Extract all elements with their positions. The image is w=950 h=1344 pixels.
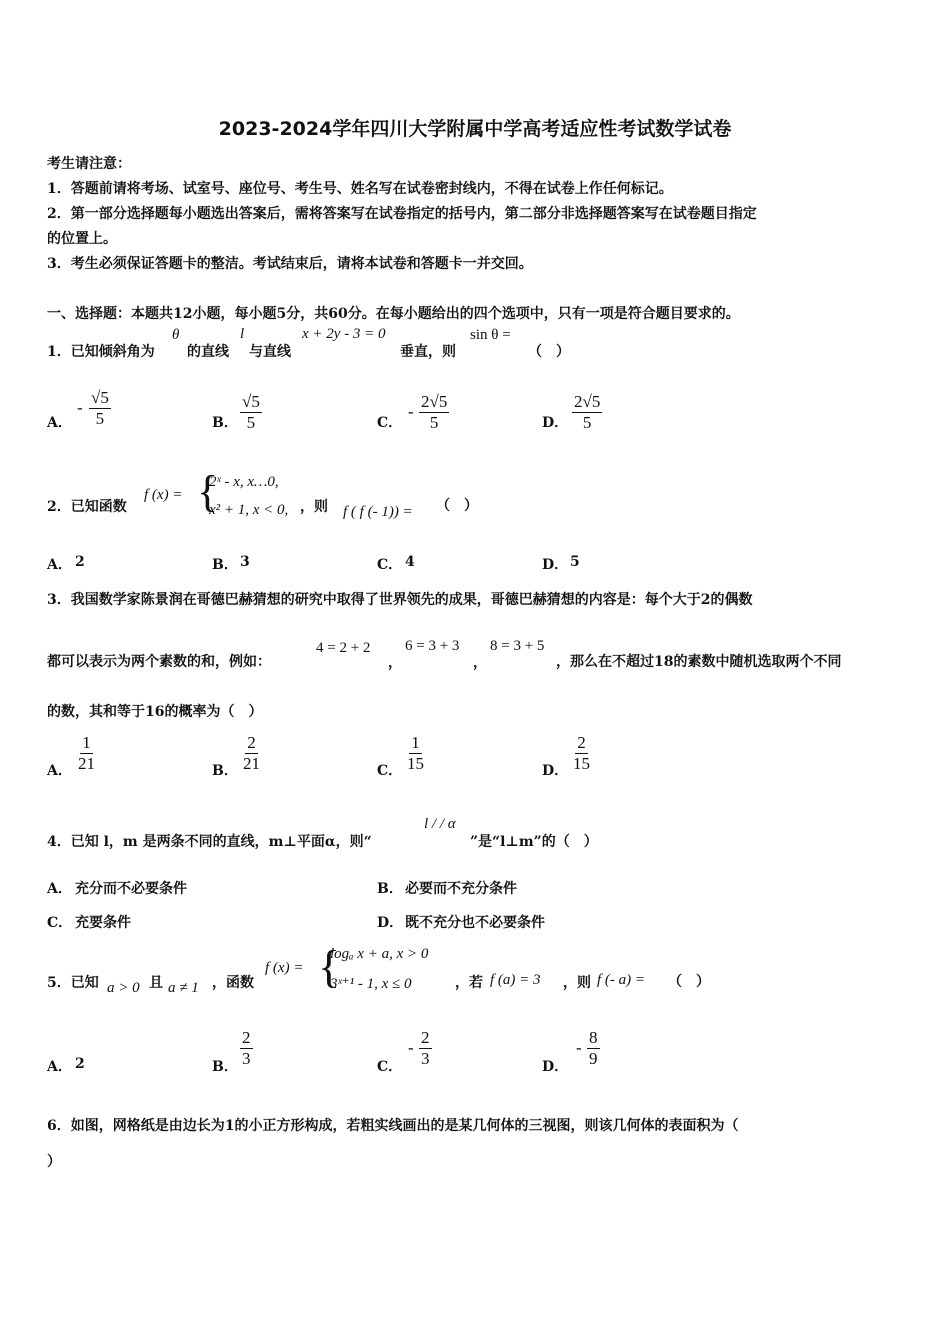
q1-option-a-numerator: √5	[91, 388, 109, 407]
q3-text-3: ，那么在不超过18的素数中随机选取两个不同	[556, 654, 842, 670]
q3-example-1: 4 = 2 + 2	[316, 640, 371, 656]
q5-option-c-label[interactable]: C．	[377, 1059, 403, 1075]
q1-text-3: 与直线	[249, 344, 291, 360]
q2-case-2: x² + 1, x < 0,	[209, 502, 289, 518]
q3-example-3: 8 = 3 + 5	[490, 638, 545, 654]
q1-option-c-label[interactable]: C．	[377, 415, 403, 431]
q5-option-d-label[interactable]: D．	[542, 1059, 569, 1075]
q4-option-c-label[interactable]: C．	[47, 915, 73, 931]
q2-option-c-label[interactable]: C．	[377, 557, 403, 573]
q5-option-d-fraction	[587, 1028, 600, 1069]
q3-option-c-fraction	[405, 733, 426, 774]
q3-option-b-fraction	[241, 733, 262, 774]
q2-paren: （ ）	[436, 498, 478, 514]
q5-option-d-numerator: 8	[589, 1028, 598, 1047]
q1-option-d-fraction	[572, 392, 602, 433]
q1-option-a-denominator: 5	[95, 409, 105, 428]
q1-text-2: 的直线	[187, 344, 229, 360]
q5-given: f (a) = 3	[490, 972, 541, 988]
q5-case-2: 3ˣ⁺¹ - 1, x ≤ 0	[330, 976, 412, 992]
q5-option-a-label[interactable]: A．	[47, 1059, 72, 1075]
q3-comma-2: ，	[473, 655, 487, 671]
q3-option-c-label[interactable]: C．	[377, 763, 403, 779]
q5-option-c-denominator: 3	[421, 1049, 430, 1068]
q3-comma-1: ，	[388, 655, 402, 671]
q2-option-a-label[interactable]: A．	[47, 557, 72, 573]
q4-text-1: 4．已知 l，m 是两条不同的直线，m⊥平面α，则“	[47, 834, 372, 850]
q1-line-l: l	[240, 326, 245, 342]
q5-case-1: logₐ x + a, x > 0	[330, 946, 429, 962]
q3-text-2: 都可以表示为两个素数的和，例如：	[47, 654, 271, 670]
q5-option-d-denominator: 9	[589, 1049, 598, 1068]
q3-option-c-numerator: 1	[411, 733, 420, 752]
section-heading: 一、选择题：本题共12小题，每小题5分，共60分。在每小题给出的四个选项中，只有一项是符合题目要求的。	[47, 306, 740, 322]
q3-option-a-denominator: 21	[78, 754, 95, 773]
q1-option-b-fraction	[240, 392, 262, 433]
q3-option-d-numerator: 2	[577, 733, 586, 752]
q5-brace: {	[318, 941, 341, 992]
q1-option-c-sign: -	[408, 402, 414, 421]
q3-option-d-label[interactable]: D．	[542, 763, 569, 779]
q5-option-b-fraction	[240, 1028, 253, 1069]
q1-option-a-label[interactable]: A．	[47, 415, 72, 431]
q1-option-b-denominator: 5	[246, 413, 256, 432]
q2-option-d-value: 5	[570, 554, 580, 570]
q2-case-1: 2ˣ - x, x…0,	[209, 474, 279, 490]
q4-option-b-text: 必要而不充分条件	[405, 881, 517, 897]
q1-text-1: 1．已知倾斜角为	[47, 344, 155, 360]
q5-paren: （ ）	[668, 974, 710, 990]
q1-option-d-denominator: 5	[582, 413, 592, 432]
q4-text-2: ”是“l⊥m”的（ ）	[470, 834, 598, 850]
q3-option-a-label[interactable]: A．	[47, 763, 72, 779]
notice-line-2a: 2．第一部分选择题每小题选出答案后，需将答案写在试卷指定的括号内，第二部分非选择题答案写在试卷题目指定	[47, 206, 757, 222]
q5-option-c-sign: -	[408, 1038, 414, 1057]
q1-option-c-fraction	[419, 392, 449, 433]
q4-option-d-text: 既不充分也不必要条件	[405, 915, 545, 931]
q1-theta: θ	[172, 327, 180, 343]
q2-function: f (x) =	[144, 487, 183, 503]
q5-text-5: ，则	[563, 975, 591, 991]
q2-text-1: 2．已知函数	[47, 499, 127, 515]
q1-text-4: 垂直，则	[400, 344, 456, 360]
q2-option-a-value: 2	[75, 554, 85, 570]
q5-text-3: ，函数	[212, 975, 254, 991]
q5-option-b-denominator: 3	[242, 1049, 251, 1068]
q3-option-c-denominator: 15	[407, 754, 424, 773]
q4-option-a-label[interactable]: A．	[47, 881, 72, 897]
q5-text-4: ，若	[455, 975, 483, 991]
q3-option-a-numerator: 1	[82, 733, 91, 752]
q3-example-2: 6 = 3 + 3	[405, 638, 460, 654]
q5-condition-2: a ≠ 1	[168, 980, 199, 996]
q5-option-d-sign: -	[576, 1038, 582, 1057]
q5-question: f (- a) =	[597, 972, 646, 988]
q4-option-d-label[interactable]: D．	[377, 915, 404, 931]
q6-line-1: 6．如图，网格纸是由边长为1的小正方形构成，若粗实线画出的是某几何体的三视图，则该几何体的表面积为（	[47, 1118, 739, 1134]
q1-option-b-label[interactable]: B．	[212, 415, 238, 431]
q3-option-a-fraction	[76, 733, 97, 774]
q1-line-equation: x + 2y - 3 = 0	[302, 326, 386, 342]
q1-paren: （ ）	[528, 344, 570, 360]
q5-option-b-numerator: 2	[242, 1028, 251, 1047]
q2-option-d-label[interactable]: D．	[542, 557, 569, 573]
q4-option-b-label[interactable]: B．	[377, 881, 403, 897]
q1-option-d-label[interactable]: D．	[542, 415, 569, 431]
q1-option-c-numerator: 2√5	[421, 392, 448, 411]
notice-line-1: 1．答题前请将考场、试室号、座位号、考生号、姓名写在试卷密封线内，不得在试卷上作任何标记。	[47, 181, 673, 197]
q5-text-1: 5．已知	[47, 975, 99, 991]
page-title: 2023-2024学年四川大学附属中学高考适应性考试数学试卷	[218, 118, 732, 140]
q2-option-c-value: 4	[405, 554, 415, 570]
q3-option-d-fraction	[571, 733, 592, 774]
q3-option-b-label[interactable]: B．	[212, 763, 238, 779]
q5-text-2: 且	[149, 975, 163, 991]
q5-option-c-numerator: 2	[421, 1028, 430, 1047]
q2-composite: f ( f (- 1)) =	[343, 504, 413, 520]
q4-parallel-expr: l / / α	[424, 816, 456, 832]
notice-line-3: 3．考生必须保证答题卡的整洁。考试结束后，请将本试卷和答题卡一并交回。	[47, 256, 533, 272]
q3-line-3: 的数，其和等于16的概率为（ ）	[47, 704, 263, 720]
q1-sin-theta: sin θ =	[470, 327, 511, 343]
q6-line-2: ）	[47, 1154, 61, 1170]
q5-function: f (x) =	[265, 960, 304, 976]
q1-option-b-numerator: √5	[242, 392, 260, 411]
q3-option-d-denominator: 15	[573, 754, 590, 773]
q4-option-c-text: 充要条件	[75, 915, 131, 931]
q3-option-b-denominator: 21	[243, 754, 260, 773]
notice-heading: 考生请注意：	[47, 156, 131, 172]
q5-condition-1: a > 0	[107, 980, 140, 996]
q5-option-a-value: 2	[75, 1056, 85, 1072]
q3-option-b-numerator: 2	[247, 733, 256, 752]
q1-option-c-denominator: 5	[429, 413, 439, 432]
q1-option-a-fraction	[89, 388, 111, 429]
q1-option-d-numerator: 2√5	[574, 392, 601, 411]
q5-option-b-label[interactable]: B．	[212, 1059, 238, 1075]
q2-option-b-label[interactable]: B．	[212, 557, 238, 573]
q5-option-c-fraction	[419, 1028, 432, 1069]
q2-option-b-value: 3	[240, 554, 250, 570]
q4-option-a-text: 充分而不必要条件	[75, 881, 187, 897]
q1-option-a-sign: -	[77, 398, 83, 417]
notice-line-2b: 的位置上。	[47, 231, 117, 247]
q3-line-1: 3．我国数学家陈景润在哥德巴赫猜想的研究中取得了世界领先的成果，哥德巴赫猜想的内容是：每个大于2的偶数	[47, 592, 753, 608]
q2-text-2: ，则	[300, 499, 328, 515]
q2-brace: {	[197, 467, 219, 516]
